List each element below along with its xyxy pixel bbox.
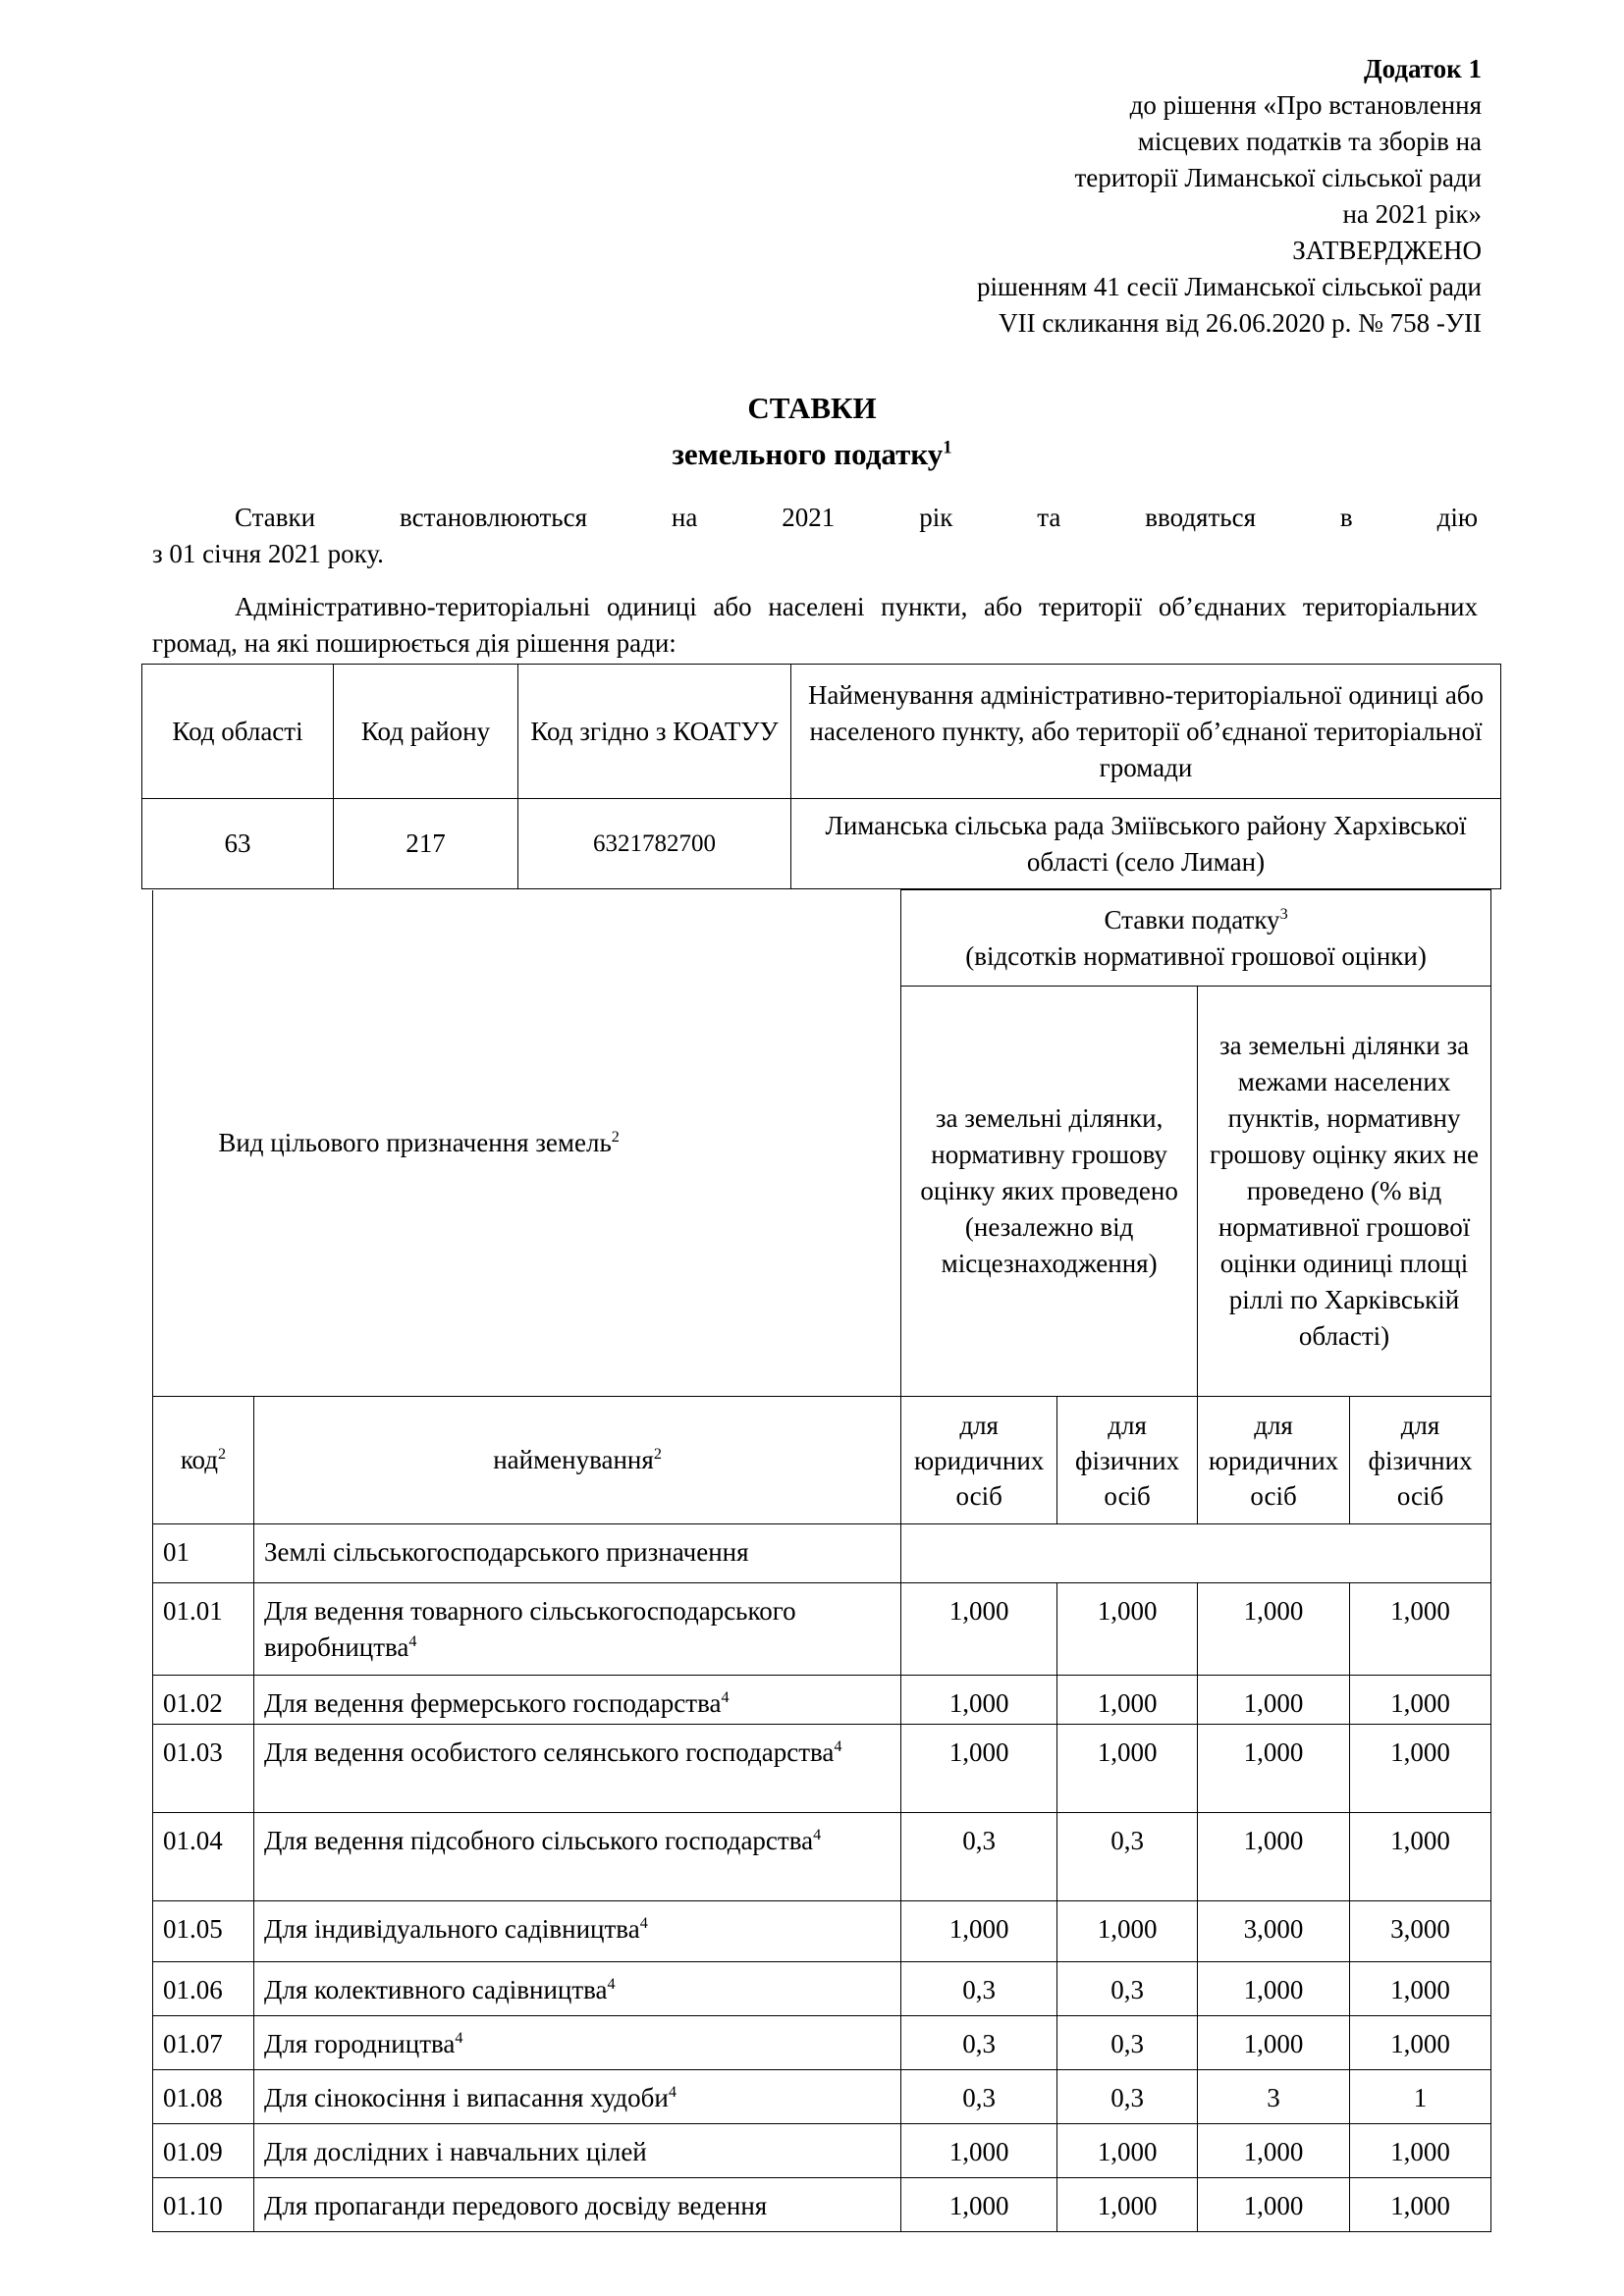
section-name: Землі сільськогосподарського призначення	[253, 1524, 900, 1583]
rate-individual-assessed: 0,3	[1057, 2070, 1198, 2124]
row-name-text: Для дослідних і навчальних цілей	[263, 2137, 647, 2166]
rate-legal-assessed: 1,000	[901, 1583, 1057, 1676]
table-row	[142, 799, 1501, 889]
rate-legal-not-assessed: 1,000	[1198, 2016, 1350, 2070]
rate-individual-assessed: 1,000	[1057, 1725, 1198, 1813]
rate-legal-assessed: 1,000	[901, 1901, 1057, 1962]
row-name	[253, 2178, 900, 2232]
row-code: 01.08	[153, 2070, 254, 2124]
row-name-text: Для ведення товарного сільськогосподарського виробництва	[263, 1596, 796, 1662]
rate-legal-not-assessed: 1,000	[1198, 1962, 1350, 2016]
intro-paragraph-1	[152, 500, 1478, 572]
subtitle-text: земельного податку	[672, 437, 944, 471]
table-row	[153, 1676, 1491, 1725]
row-code: 01.09	[153, 2124, 254, 2178]
name-header-text: найменування	[493, 1445, 654, 1474]
rates-rows	[153, 1583, 1491, 2232]
header-cell: Код району	[334, 665, 518, 799]
name-header	[253, 1397, 900, 1524]
intro-line: з 01 січня 2021 року.	[152, 539, 384, 568]
footnote-ref: 4	[668, 2083, 677, 2101]
section-row	[153, 1524, 1491, 1583]
header-cell: Код згідно з КОАТУУ	[518, 665, 791, 799]
header-cell: Код області	[142, 665, 334, 799]
purpose-header-text: Вид цільового призначення земель	[218, 1127, 612, 1157]
row-name	[253, 2124, 900, 2178]
row-name	[253, 2070, 900, 2124]
rate-legal-assessed: 0,3	[901, 2070, 1057, 2124]
header-row	[153, 1397, 1491, 1524]
legal-entities-header: для юридичних осіб	[901, 1397, 1057, 1524]
header-line: до рішення «Про встановлення	[1129, 90, 1482, 120]
rate-legal-assessed: 0,3	[901, 2016, 1057, 2070]
rate-legal-not-assessed: 1,000	[1198, 2178, 1350, 2232]
rates-header-subtext: (відсотків нормативної грошової оцінки)	[965, 940, 1427, 971]
document-title: СТАВКИ	[747, 391, 877, 425]
header-line: рішенням 41 сесії Лиманської сільської ради	[976, 272, 1482, 301]
rate-individual-not-assessed: 1,000	[1350, 1583, 1491, 1676]
row-name	[253, 1813, 900, 1901]
row-name-text: Для ведення підсобного сільського господарства	[263, 1826, 814, 1855]
rate-legal-not-assessed: 3,000	[1198, 1901, 1350, 1962]
rate-legal-assessed: 1,000	[901, 2124, 1057, 2178]
region-code: 63	[142, 799, 334, 889]
table-row	[153, 1725, 1491, 1813]
row-code: 01.05	[153, 1901, 254, 1962]
koatuu-code: 6321782700	[518, 799, 791, 889]
not-assessed-header: за земельні ділянки за межами населених пунктів, нормативну грошову оцінку яких не проведено (% від нормативної грошової оцінки одиниці площі ріллі по Харківській області)	[1198, 987, 1491, 1397]
rate-individual-assessed: 1,000	[1057, 1676, 1198, 1725]
purpose-header	[153, 890, 901, 1397]
table-row	[153, 1813, 1491, 1901]
approval-header	[977, 51, 1482, 342]
row-name-text: Для індивідуального садівництва	[263, 1914, 640, 1944]
table-row	[153, 2070, 1491, 2124]
individuals-header: для фізичних осіб	[1057, 1397, 1198, 1524]
row-name-text: Для городництва	[263, 2029, 456, 2058]
rate-legal-assessed: 0,3	[901, 1813, 1057, 1901]
footnote-ref: 4	[607, 1975, 616, 1993]
approved-label: ЗАТВЕРДЖЕНО	[1292, 236, 1482, 265]
footnote-ref: 2	[218, 1445, 227, 1463]
table-row	[153, 1962, 1491, 2016]
rate-legal-not-assessed: 1,000	[1198, 1583, 1350, 1676]
header-line: місцевих податків та зборів на	[1137, 127, 1482, 156]
document-subtitle	[0, 437, 1624, 472]
rate-individual-assessed: 1,000	[1057, 2124, 1198, 2178]
footnote-ref: 1	[943, 437, 952, 458]
rates-header	[901, 890, 1491, 987]
rate-individual-assessed: 0,3	[1057, 1813, 1198, 1901]
rate-individual-not-assessed: 1,000	[1350, 1962, 1491, 2016]
legal-entities-header: для юридичних осіб	[1198, 1397, 1350, 1524]
rate-legal-assessed: 1,000	[901, 1676, 1057, 1725]
row-name-text: Для ведення особистого селянського господарства	[263, 1737, 835, 1767]
row-code: 01.03	[153, 1725, 254, 1813]
rate-individual-not-assessed: 1,000	[1350, 1813, 1491, 1901]
district-code: 217	[334, 799, 518, 889]
header-line: VII скликання від 26.06.2020 р. № 758 -УІІ	[999, 308, 1482, 338]
intro-paragraph-2	[152, 589, 1478, 662]
row-code: 01.06	[153, 1962, 254, 2016]
row-code: 01.01	[153, 1583, 254, 1676]
rate-legal-not-assessed: 1,000	[1198, 1676, 1350, 1725]
table-row	[153, 2016, 1491, 2070]
admin-units-table	[141, 664, 1501, 889]
code-header-text: код	[180, 1445, 219, 1474]
footnote-ref: 4	[408, 1632, 417, 1650]
footnote-ref: 4	[455, 2029, 463, 2047]
row-name	[253, 1725, 900, 1813]
row-name-text: Для ведення фермерського господарства	[263, 1688, 722, 1718]
rate-legal-not-assessed: 1,000	[1198, 2124, 1350, 2178]
header-line: території Лиманської сільської ради	[1074, 163, 1482, 192]
rate-legal-assessed: 1,000	[901, 1725, 1057, 1813]
footnote-ref: 4	[813, 1826, 822, 1843]
rate-individual-assessed: 0,3	[1057, 1962, 1198, 2016]
rate-individual-assessed: 0,3	[1057, 2016, 1198, 2070]
table-row	[153, 2178, 1491, 2232]
rate-individual-not-assessed: 1,000	[1350, 2124, 1491, 2178]
rate-individual-not-assessed: 1,000	[1350, 2178, 1491, 2232]
rate-legal-not-assessed: 3	[1198, 2070, 1350, 2124]
rate-individual-not-assessed: 1,000	[1350, 1725, 1491, 1813]
table-row	[153, 1901, 1491, 1962]
unit-name: Лиманська сільська рада Зміївського району Хархівської області (село Лиман)	[791, 799, 1501, 889]
row-code: 01.07	[153, 2016, 254, 2070]
header-row	[153, 890, 1491, 987]
footnote-ref: 4	[639, 1914, 648, 1932]
rate-individual-not-assessed: 3,000	[1350, 1901, 1491, 1962]
row-name	[253, 2016, 900, 2070]
appendix-label: Додаток 1	[1364, 54, 1482, 83]
rate-individual-assessed: 1,000	[1057, 1901, 1198, 1962]
row-code: 01.02	[153, 1676, 254, 1725]
rate-legal-not-assessed: 1,000	[1198, 1725, 1350, 1813]
code-header	[153, 1397, 254, 1524]
row-name-text: Для колективного садівництва	[263, 1975, 608, 2004]
section-code: 01	[153, 1524, 254, 1583]
rates-header-text: Ставки податку	[1104, 904, 1280, 934]
footnote-ref: 2	[611, 1127, 620, 1146]
row-code: 01.10	[153, 2178, 254, 2232]
empty-cell	[901, 1524, 1491, 1583]
footnote-ref: 4	[721, 1688, 730, 1706]
row-name-text: Для пропаганди передового досвіду ведення	[263, 2191, 768, 2220]
row-name	[253, 1676, 900, 1725]
row-name	[253, 1583, 900, 1676]
tax-rates-table	[152, 889, 1491, 2232]
intro-text: Адміністративно-територіальні одиниці або населені пункти, або території об’єднаних територіальних громад, на які поширюється дія рішення ради:	[152, 592, 1478, 658]
rate-individual-assessed: 1,000	[1057, 1583, 1198, 1676]
header-cell: Найменування адміністративно-територіальної одиниці або населеного пункту, або території об’єднаної територіальної громади	[791, 665, 1501, 799]
rate-individual-not-assessed: 1	[1350, 2070, 1491, 2124]
table-header-row	[142, 665, 1501, 799]
rate-individual-not-assessed: 1,000	[1350, 1676, 1491, 1725]
table-row	[153, 1583, 1491, 1676]
row-name	[253, 1962, 900, 2016]
footnote-ref: 4	[834, 1737, 842, 1755]
table-row	[153, 2124, 1491, 2178]
footnote-ref: 3	[1279, 904, 1288, 923]
rate-legal-assessed: 0,3	[901, 1962, 1057, 2016]
rate-legal-assessed: 1,000	[901, 2178, 1057, 2232]
rate-individual-assessed: 1,000	[1057, 2178, 1198, 2232]
footnote-ref: 2	[653, 1445, 662, 1463]
rate-legal-not-assessed: 1,000	[1198, 1813, 1350, 1901]
header-line: на 2021 рік»	[1342, 199, 1482, 229]
individuals-header: для фізичних осіб	[1350, 1397, 1491, 1524]
row-code: 01.04	[153, 1813, 254, 1901]
row-name	[253, 1901, 900, 1962]
rate-individual-not-assessed: 1,000	[1350, 2016, 1491, 2070]
intro-line: Ставки встановлюються на 2021 рік та вводяться в дію	[235, 503, 1478, 532]
assessed-header: за земельні ділянки, нормативну грошову оцінку яких проведено (незалежно від місцезнаходження)	[901, 987, 1198, 1397]
row-name-text: Для сінокосіння і випасання худоби	[263, 2083, 669, 2112]
